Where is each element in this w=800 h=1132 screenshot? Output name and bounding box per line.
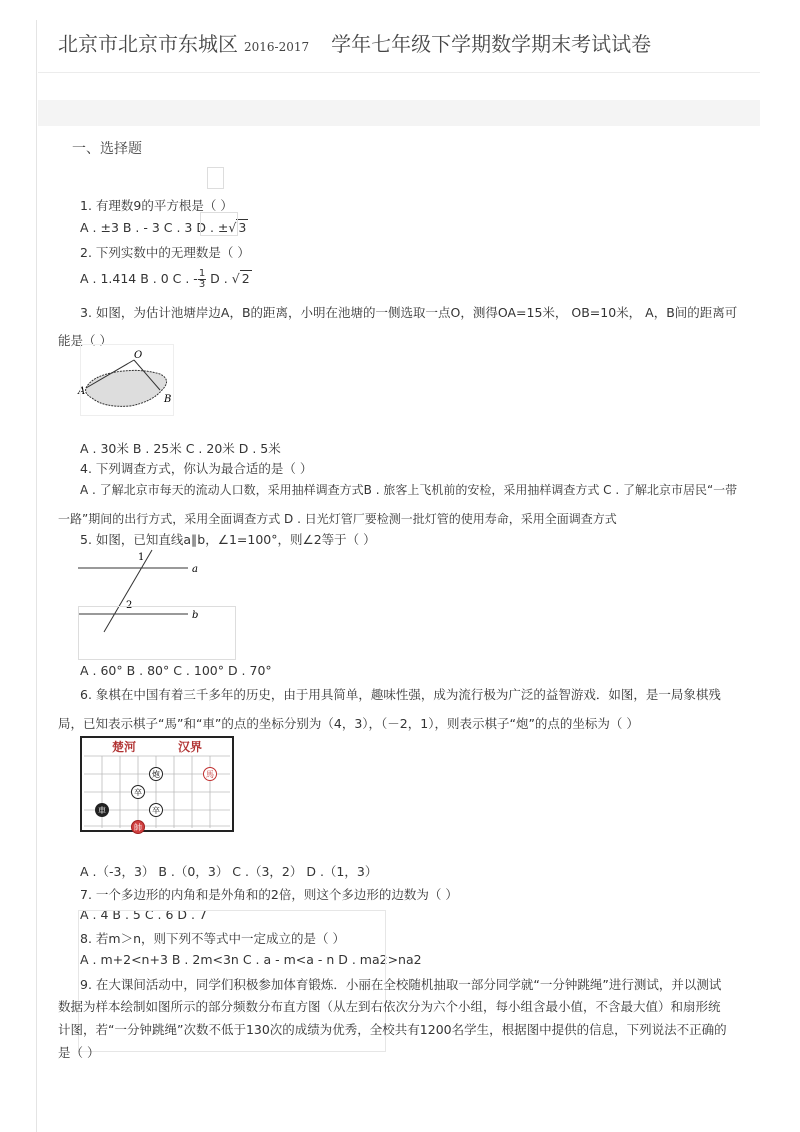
q1-options-text: A . ±3 B . - 3 C . 3 D . ± (80, 220, 229, 235)
han-jie-label: 汉界 (178, 740, 203, 754)
title-right: 学年七年级下学期数学期末考试试卷 (331, 32, 652, 56)
q2-radicand: 2 (241, 271, 250, 286)
q7-options: A . 4 B . 5 C . 6 D . 7 (80, 907, 207, 922)
document-title (58, 28, 651, 57)
q1-answer-frame (200, 212, 238, 236)
q9-line1: 9. 在大课间活动中，同学们积极参加体育锻炼．小丽在全校随机抽取一部分同学就“一分钟跳绳”进行测试，并以测试 (80, 977, 722, 992)
piece-zu-1-label: 卒 (134, 788, 142, 797)
q8-options: A . m+2<n+3 B . 2m<3n C . a - m<a - n D . ma2>na2 (80, 952, 422, 967)
piece-ju-label: 車 (98, 806, 106, 815)
q7-stem: 7. 一个多边形的内角和是外角和的2倍，则这个多边形的边数为（ ） (80, 887, 458, 902)
title-year: 2016-2017 (244, 40, 310, 54)
q4-stem: 4. 下列调查方式，你认为最合适的是（ ） (80, 461, 313, 476)
q4-options-line2: 一路”期间的出行方式，采用全面调查方式 D . 日光灯管厂要检测一批灯管的使用寿命，采用全面调查方式 (58, 512, 617, 526)
q2-frac-den: 3 (198, 279, 206, 290)
q3-options: A . 30米 B . 25米 C . 20米 D . 5米 (80, 441, 281, 456)
line-a-label: a (192, 564, 198, 575)
section-heading: 一、选择题 (72, 141, 142, 157)
q2-options-text: A . 1.414 B . 0 C . - (80, 271, 198, 286)
piece-pao-label: 炮 (152, 770, 160, 779)
q3-stem-line1: 3. 如图，为估计池塘岸边A，B的距离，小明在池塘的一侧选取一点O，测得OA=15米， OB=10米， A，B间的距离可 (80, 305, 738, 320)
placeholder-box (207, 167, 224, 189)
sqrt-symbol: √ (231, 271, 240, 286)
title-left: 北京市北京市东城区 (58, 32, 238, 56)
q9-line4: 是（ ） (58, 1045, 100, 1060)
piece-ma-label: 馬 (206, 770, 214, 779)
q3-stem-line2: 能是（ ） (58, 333, 112, 348)
q2-stem: 2. 下列实数中的无理数是（ ） (80, 245, 250, 260)
q5-answer-frame (78, 606, 236, 660)
header-divider (38, 72, 760, 73)
chess-board-figure (80, 736, 236, 834)
q6-options: A .（-3，3） B .（0，3） C .（3，2） D .（1，3） (80, 864, 378, 879)
q1-radicand: 3 (238, 220, 247, 235)
sqrt-symbol: √ (228, 220, 237, 235)
q2-options (80, 269, 252, 290)
q8-stem: 8. 若m＞n，则下列不等式中一定成立的是（ ） (80, 931, 345, 946)
q2-opt-d: D . (206, 271, 232, 286)
q5-options: A . 60° B . 80° C . 100° D . 70° (80, 663, 272, 678)
chu-he-label: 楚河 (112, 740, 137, 754)
angle-2-label: 2 (126, 600, 133, 611)
q1-stem: 1. 有理数9的平方根是（ ） (80, 198, 233, 213)
q4-options-line1: A . 了解北京市每天的流动人口数，采用抽样调查方式B . 旅客上飞机前的安检，采用抽样调查方式 C . 了解北京市居民“一带 (80, 483, 738, 497)
q9-line2: 数据为样本绘制如图所示的部分频数分布直方图（从左到右依次分为六个小组，每小组含最小值，不含最大值）和扇形统 (58, 999, 721, 1014)
left-margin-rule (36, 20, 37, 1132)
angle-1-label: 1 (138, 552, 145, 563)
piece-shuai-label: 帥 (134, 823, 142, 832)
label-a: A (78, 386, 86, 397)
q5-stem: 5. 如图，已知直线a∥b，∠1=100°，则∠2等于（ ） (80, 532, 376, 547)
q3-figure-frame (80, 344, 174, 416)
q2-frac-num: 1 (198, 268, 206, 279)
label-b: B (164, 394, 172, 405)
q6-stem-line2: 局，已知表示棋子“馬”和“車”的点的坐标分别为（4，3），（－2，1），则表示棋子“炮”的点的坐标为（ ） (58, 716, 639, 731)
label-o: O (134, 350, 143, 361)
q2-fraction (198, 269, 206, 290)
header-band (38, 100, 760, 126)
q9-line3: 计图，若“一分钟跳绳”次数不低于130次的成绩为优秀，全校共有1200名学生，根据图中提供的信息，下列说法不正确的 (58, 1022, 727, 1037)
q6-stem-line1: 6. 象棋在中国有着三千多年的历史，由于用具简单，趣味性强，成为流行极为广泛的益智游戏．如图，是一局象棋残 (80, 687, 721, 702)
line-b-label: b (192, 610, 199, 621)
piece-zu-2-label: 卒 (152, 806, 160, 815)
